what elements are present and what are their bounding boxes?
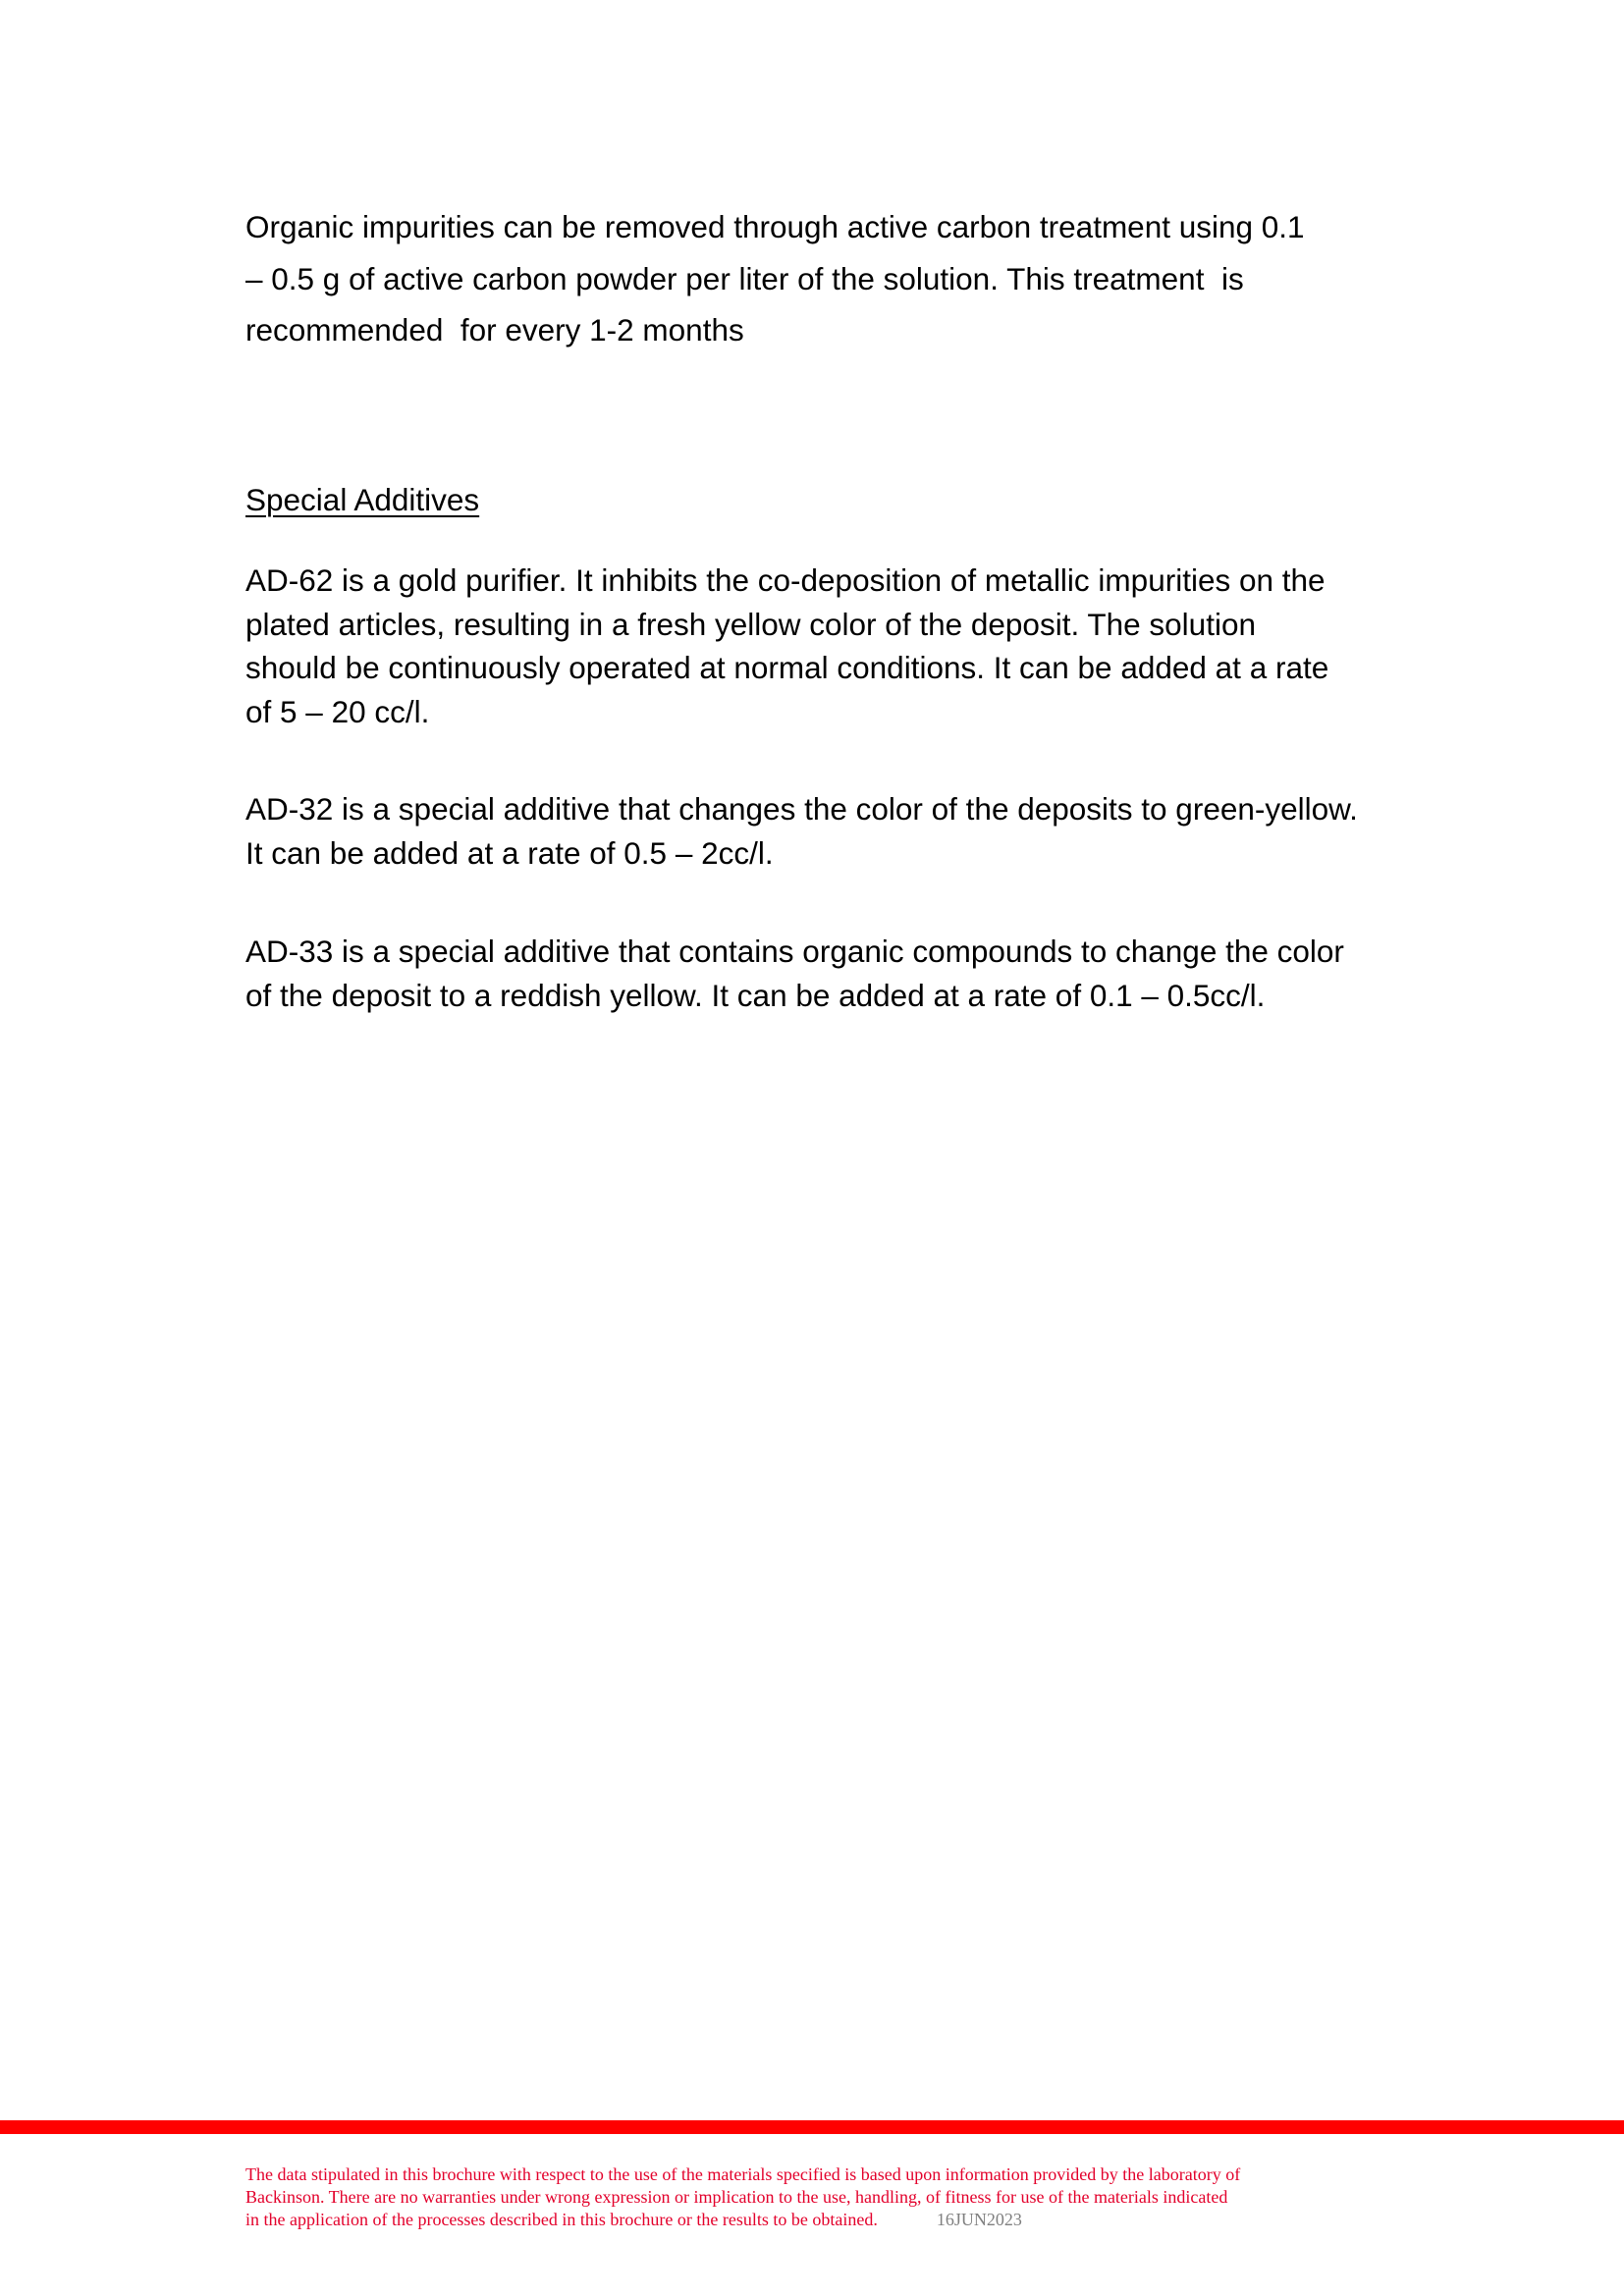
footer-divider xyxy=(0,2120,1624,2134)
footer-disclaimer xyxy=(245,2163,1404,2231)
disclaimer-line: Backinson. There are no warranties under wrong expression or implication to the use, handling, of fitness for use of the materials indicated xyxy=(245,2187,1228,2207)
disclaimer-line-last xyxy=(245,2209,1404,2231)
date-code: 16JUN2023 xyxy=(936,2210,1022,2229)
paragraph-ad32: AD-32 is a special additive that changes the color of the deposits to green-yellow. It can be added at a rate of 0.5 – 2cc/l. xyxy=(245,791,1358,871)
intro-paragraph: Organic impurities can be removed through active carbon treatment using 0.1 – 0.5 g of active carbon powder per liter of the solution. This treatment is recommended for every 1-2 months xyxy=(245,209,1305,347)
paragraph-ad33: AD-33 is a special additive that contains organic compounds to change the color of the deposit to a reddish yellow. It can be added at a rate of 0.1 – 0.5cc/l. xyxy=(245,934,1344,1013)
section-heading: Special Additives xyxy=(245,481,480,517)
disclaimer-line-text: in the application of the processes described in this brochure or the results to be obtained. xyxy=(245,2210,878,2229)
disclaimer-line: The data stipulated in this brochure with respect to the use of the materials specified is based upon information provided by the laboratory of xyxy=(245,2164,1241,2184)
paragraph-ad62: AD-62 is a gold purifier. It inhibits the co-deposition of metallic impurities on the plated articles, resulting in a fresh yellow color of the deposit. The solution should be continuously operated at normal conditions. It can be added at a rate of 5 – 20 cc/l. xyxy=(245,562,1329,729)
document-body xyxy=(245,201,1424,1017)
